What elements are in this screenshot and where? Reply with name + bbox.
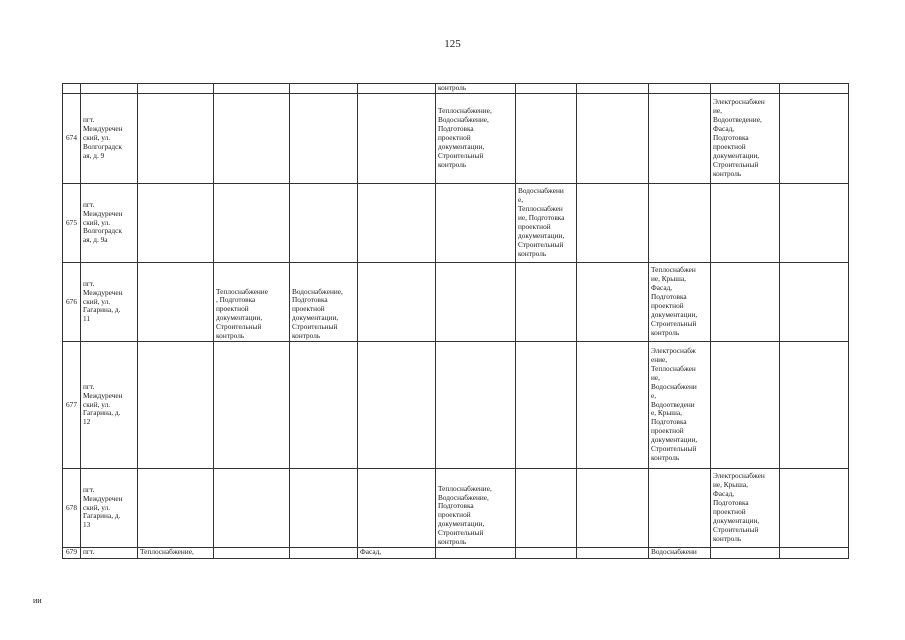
address-cell: пгт. Междуречен ский, ул. Гагарина, д. 12 bbox=[81, 342, 138, 469]
table-cell bbox=[711, 342, 780, 469]
table-cell bbox=[290, 469, 358, 548]
table-cell bbox=[711, 263, 780, 342]
address-cell: пгт. Междуречен ский, ул. Гагарина, д. 13 bbox=[81, 469, 138, 548]
row-number: 678 bbox=[63, 469, 81, 548]
row-number: 679 bbox=[63, 548, 81, 559]
address-cell bbox=[81, 84, 138, 94]
table-cell bbox=[577, 184, 649, 263]
table-cell bbox=[649, 184, 711, 263]
table-cell bbox=[436, 548, 516, 559]
row-number bbox=[63, 84, 81, 94]
table-row bbox=[63, 84, 849, 94]
table-cell bbox=[577, 469, 649, 548]
table-row bbox=[63, 263, 849, 342]
table-cell bbox=[516, 94, 577, 184]
table-cell bbox=[290, 548, 358, 559]
table-cell: Водоснабжение, Подготовка проектной документации, Строительный контроль bbox=[290, 263, 358, 342]
table-cell bbox=[290, 84, 358, 94]
table-row bbox=[63, 342, 849, 469]
table-cell bbox=[711, 548, 780, 559]
table-cell bbox=[290, 342, 358, 469]
table-cell bbox=[138, 184, 214, 263]
table-cell bbox=[780, 263, 849, 342]
table-cell bbox=[138, 469, 214, 548]
address-cell: пгт. Междуречен ский, ул. Волгоградск ая, д. 9а bbox=[81, 184, 138, 263]
table-cell bbox=[214, 548, 290, 559]
table-cell: Теплоснабжен ие, Крыша, Фасад, Подготовка проектной документации, Строительный контроль bbox=[649, 263, 711, 342]
page-number: 125 bbox=[444, 38, 461, 50]
table-cell bbox=[436, 184, 516, 263]
table-cell bbox=[214, 84, 290, 94]
table-cell bbox=[577, 263, 649, 342]
table-cell bbox=[649, 84, 711, 94]
table-cell bbox=[649, 469, 711, 548]
table-row bbox=[63, 469, 849, 548]
table-cell: Теплоснабжение, Водоснабжение, Подготовка проектной документации, Строительный контроль bbox=[436, 469, 516, 548]
table-cell: Водоснабжени bbox=[649, 548, 711, 559]
table-cell bbox=[436, 342, 516, 469]
table-cell bbox=[780, 342, 849, 469]
row-number: 675 bbox=[63, 184, 81, 263]
table-cell: Теплоснабжение, bbox=[138, 548, 214, 559]
table-cell bbox=[358, 263, 436, 342]
table-row bbox=[63, 94, 849, 184]
table-cell bbox=[214, 184, 290, 263]
table-cell: Фасад, bbox=[358, 548, 436, 559]
table-cell bbox=[214, 342, 290, 469]
table-cell: контроль bbox=[436, 84, 516, 94]
table-cell: Теплоснабжение , Подготовка проектной документации, Строительный контроль bbox=[214, 263, 290, 342]
table-row bbox=[63, 184, 849, 263]
table-cell bbox=[780, 184, 849, 263]
table-cell: Электроснабжен ие, Крыша, Фасад, Подготовка проектной документации, Строительный контроль bbox=[711, 469, 780, 548]
row-number: 674 bbox=[63, 94, 81, 184]
address-cell: пгт. bbox=[81, 548, 138, 559]
table-cell bbox=[138, 94, 214, 184]
table-cell bbox=[138, 263, 214, 342]
table-cell bbox=[358, 184, 436, 263]
table-cell bbox=[358, 342, 436, 469]
table-cell bbox=[780, 94, 849, 184]
table-cell bbox=[577, 94, 649, 184]
table-cell bbox=[649, 94, 711, 184]
works-table bbox=[62, 83, 849, 559]
table-cell: Электроснабжен ие, Водоотведение, Фасад, Подготовка проектной документации, Строительный контроль bbox=[711, 94, 780, 184]
table-cell bbox=[516, 342, 577, 469]
table-cell bbox=[711, 84, 780, 94]
table-cell: Водоснабжени е, Теплоснабжен ие, Подготовка проектной документации, Строительный контроль bbox=[516, 184, 577, 263]
table-cell bbox=[290, 94, 358, 184]
row-number: 677 bbox=[63, 342, 81, 469]
table-cell bbox=[214, 469, 290, 548]
table-cell bbox=[516, 469, 577, 548]
row-number: 676 bbox=[63, 263, 81, 342]
table-cell bbox=[780, 469, 849, 548]
table-cell bbox=[516, 84, 577, 94]
table-cell bbox=[577, 342, 649, 469]
address-cell: пгт. Междуречен ский, ул. Волгоградск ая, д. 9 bbox=[81, 94, 138, 184]
footer-mark: ии bbox=[33, 596, 42, 605]
table-cell bbox=[214, 94, 290, 184]
table-cell bbox=[577, 548, 649, 559]
table-cell bbox=[516, 263, 577, 342]
table-cell bbox=[138, 342, 214, 469]
table-cell bbox=[516, 548, 577, 559]
table-cell bbox=[780, 84, 849, 94]
table-cell bbox=[290, 184, 358, 263]
table-cell bbox=[138, 84, 214, 94]
table-cell bbox=[358, 94, 436, 184]
table-cell: Теплоснабжение, Водоснабжение, Подготовка проектной документации, Строительный контроль bbox=[436, 94, 516, 184]
table-cell bbox=[711, 184, 780, 263]
table-cell bbox=[358, 469, 436, 548]
table-cell bbox=[436, 263, 516, 342]
address-cell: пгт. Междуречен ский, ул. Гагарина, д. 11 bbox=[81, 263, 138, 342]
table-cell bbox=[577, 84, 649, 94]
table-cell: Электроснабж ение, Теплоснабжен ие, Водоснабжени е, Водоотведени е, Крыша, Подготовка проектной документации, Строительный контроль bbox=[649, 342, 711, 469]
table-cell bbox=[358, 84, 436, 94]
table-cell bbox=[780, 548, 849, 559]
table-row bbox=[63, 548, 849, 559]
